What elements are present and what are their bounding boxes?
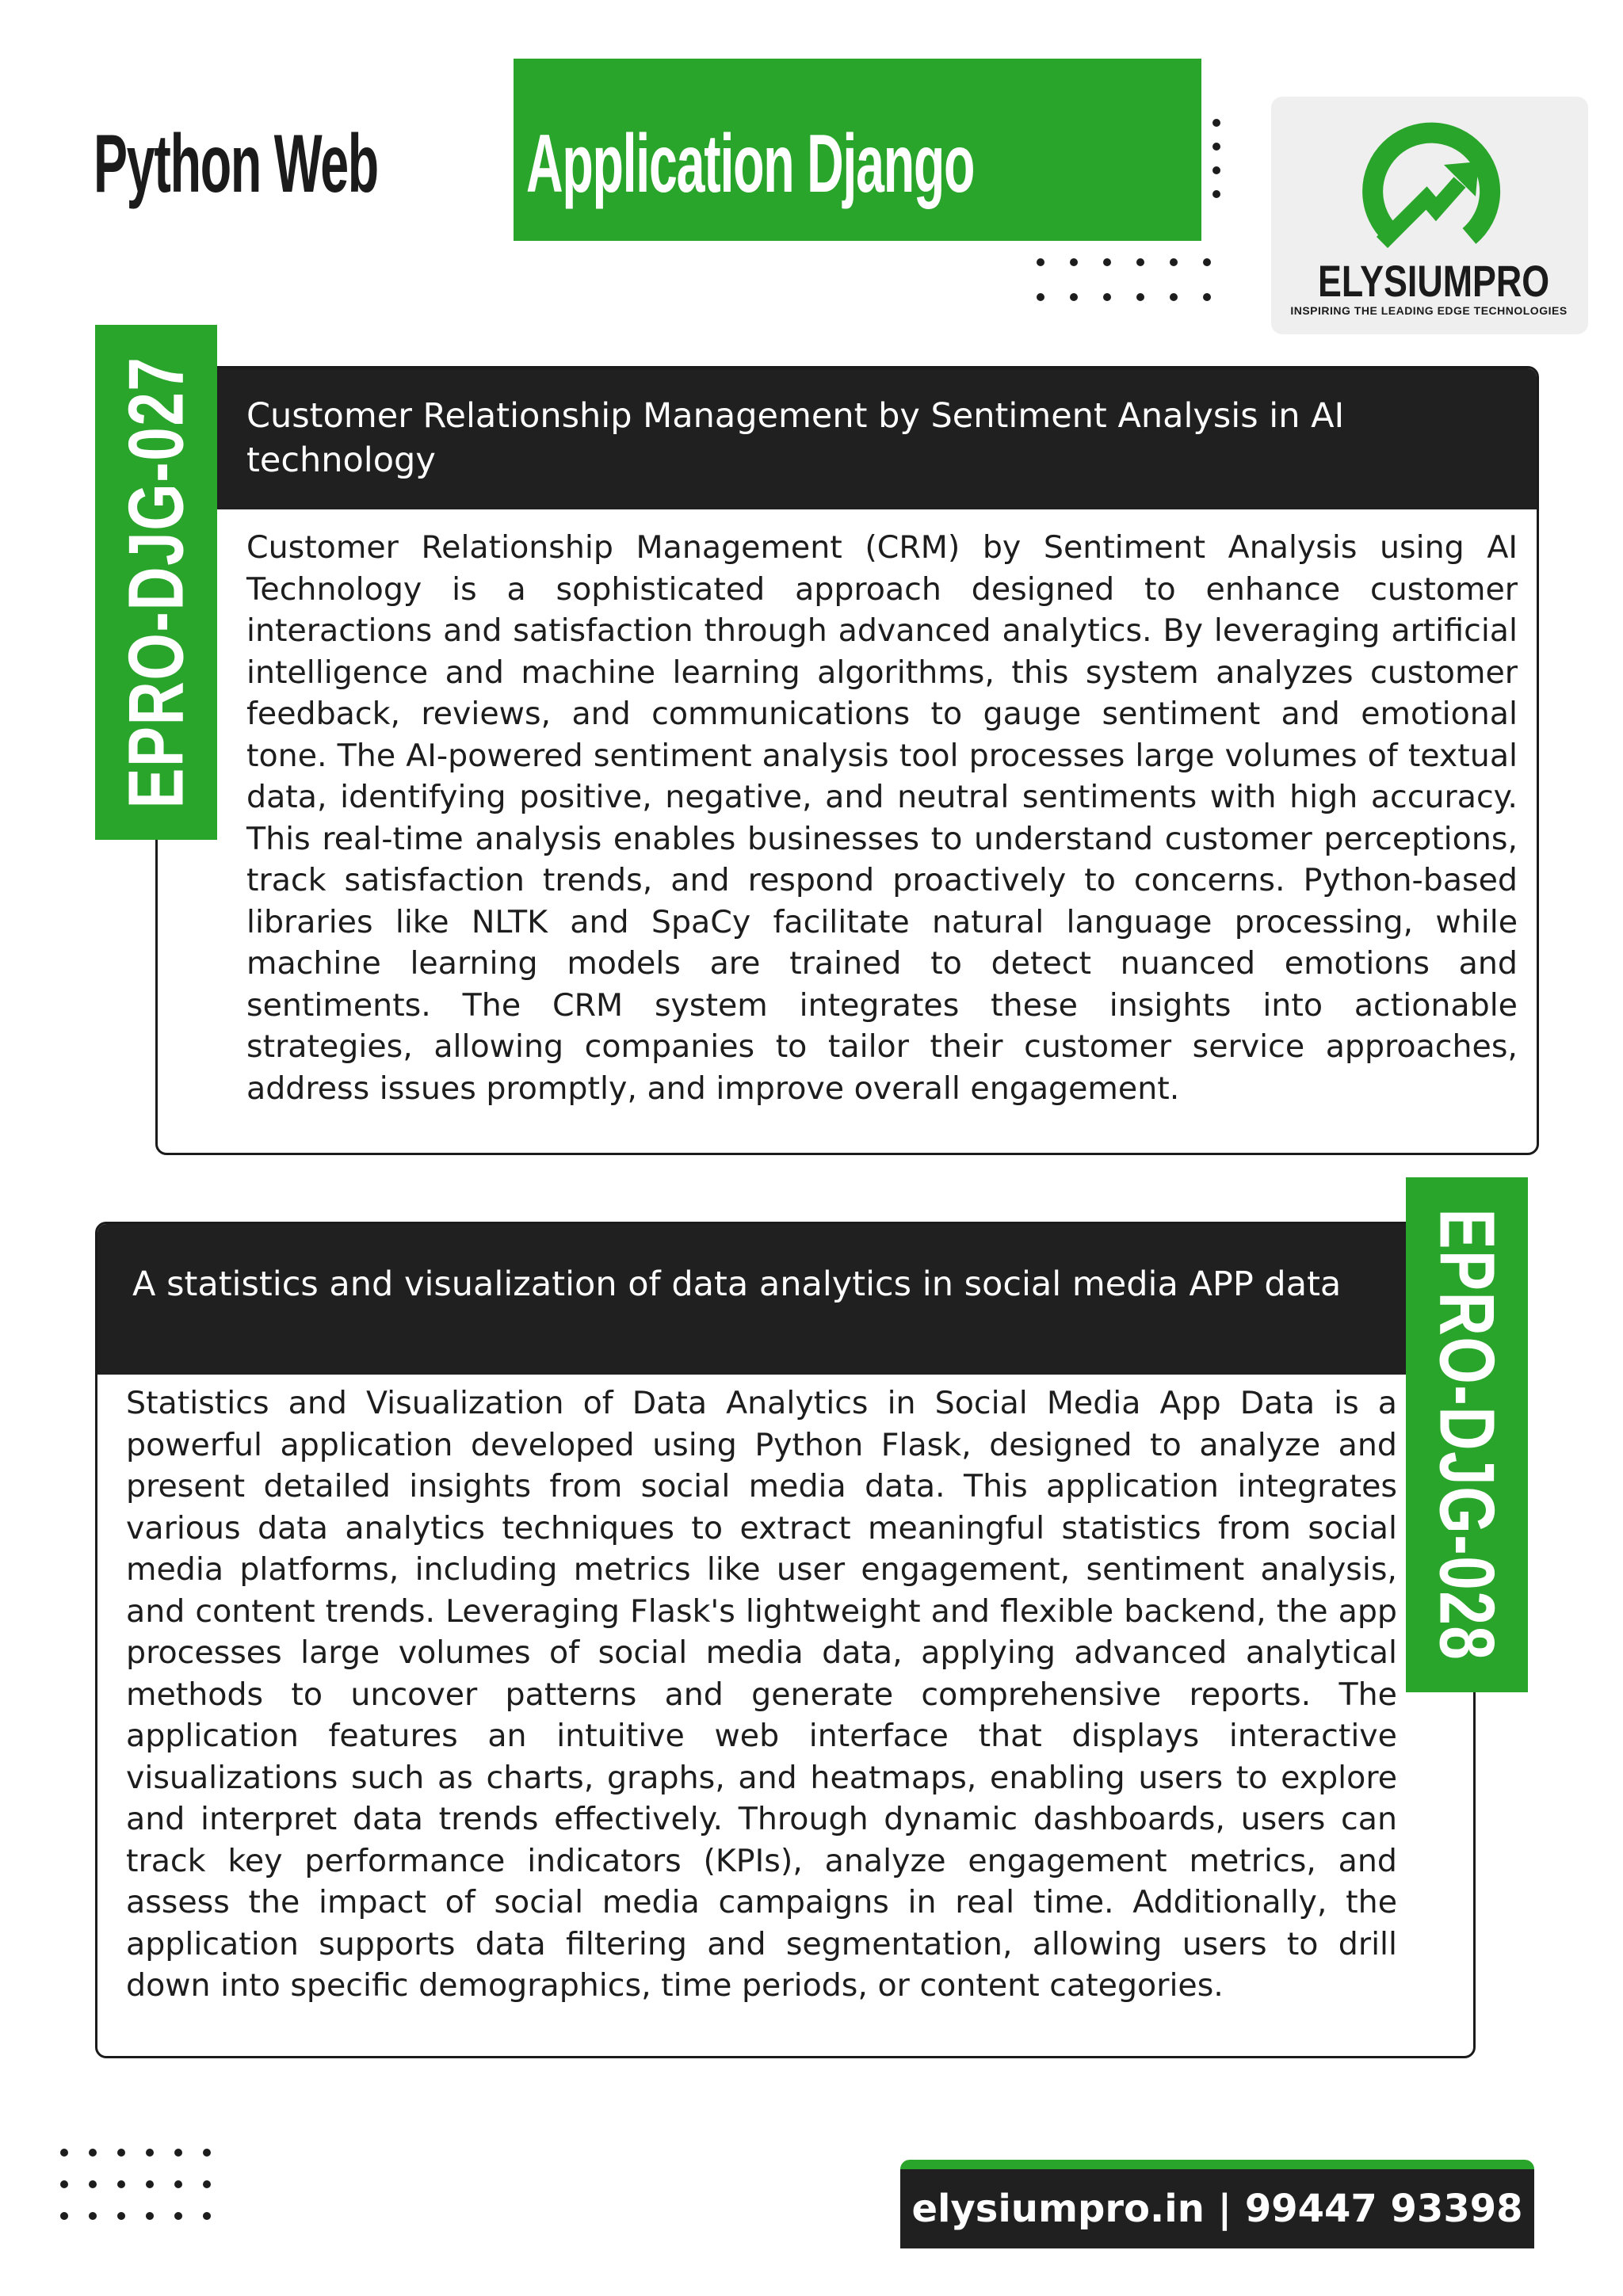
growth-arrow-circle-icon [1350, 116, 1509, 274]
page-title-part1: Python Web [94, 118, 378, 210]
project-2-code: EPRO-DJG-028 [1423, 1208, 1511, 1661]
dot-grid-top-right [1212, 119, 1222, 206]
project-1-code: EPRO-DJG-027 [112, 356, 200, 809]
logo-name: ELYSIUMPRO [1318, 256, 1550, 306]
page-title-part2: Application Django [526, 118, 975, 210]
logo-tagline: INSPIRING THE LEADING EDGE TECHNOLOGIES [1290, 304, 1568, 317]
project-2-description: Statistics and Visualization of Data Analytics in Social Media App Data is a powerful application developed using Python Flask, designed to analyze and present detailed insights from social media data. This application integrates various data analytics techniques to extract meaningful statistics from social media platforms, including metrics like user engagement, sentiment analysis, and content trends. Leveraging Flask's lightweight and flexible backend, the app processes large volumes of social media data, applying advanced analytical methods to uncover patterns and generate comprehensive reports. The application features an intuitive web interface that displays interactive visualizations such as charts, graphs, and heatmaps, enabling users to explore and interpret data trends effectively. Through dynamic dashboards, users can track key performance indicators (KPIs), analyze engagement metrics, and assess the impact of social media campaigns in real time. Additionally, the application supports data filtering and segmentation, allowing users to drill down into specific demographics, time periods, or content categories. [126, 1385, 1397, 2004]
project-2-code-badge [1406, 1177, 1528, 1692]
project-1-code-badge [95, 325, 217, 840]
dot-grid-bottom-left [60, 2149, 219, 2228]
project-1-description: Customer Relationship Management (CRM) by Sentiment Analysis using AI Technology is a sophisticated approach designed to enhance customer interactions and satisfaction through advanced analytics. By leveraging artificial intelligence and machine learning algorithms, this system analyzes customer feedback, reviews, and communications to gauge sentiment and emotional tone. The AI-powered sentiment analysis tool processes large volumes of textual data, identifying positive, negative, and neutral sentiments with high accuracy. This real-time analysis enables businesses to understand customer perceptions, track satisfaction trends, and respond proactively to concerns. Python-based libraries like NLTK and SpaCy facilitate natural language processing, while machine learning models are trained to detect nuanced emotions and sentiments. The CRM system integrates these insights into actionable strategies, allowing companies to tailor their customer service approaches, address issues promptly, and improve overall engagement. [246, 529, 1518, 1107]
project-card-2 [95, 1222, 1476, 2058]
dot-grid-under-title [1037, 258, 1227, 303]
contact-info[interactable]: elysiumpro.in | 99447 93398 [900, 2169, 1534, 2248]
project-1-title: Customer Relationship Management by Sentiment Analysis in AI technology [158, 368, 1537, 509]
company-logo [1271, 97, 1588, 334]
project-2-title: A statistics and visualization of data analytics in social media APP data [97, 1224, 1473, 1375]
project-card-1 [155, 366, 1539, 1155]
